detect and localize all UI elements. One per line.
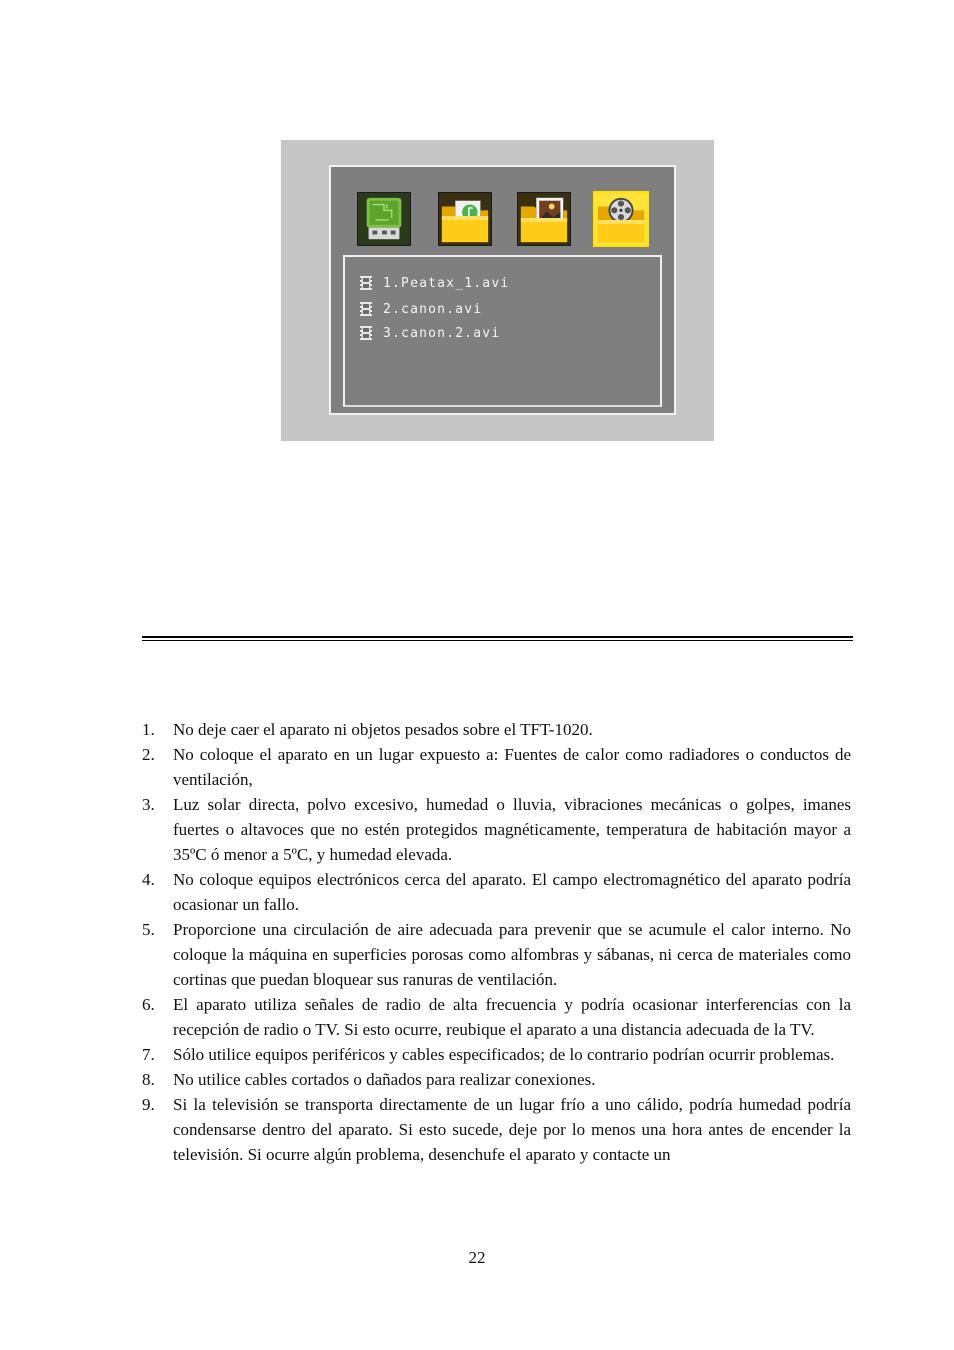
usb-drive-icon[interactable] — [357, 192, 411, 246]
film-icon — [359, 326, 373, 340]
section-divider — [142, 636, 853, 638]
list-item[interactable] — [359, 323, 500, 343]
photo-folder-icon[interactable] — [517, 192, 571, 246]
media-browser-screenshot — [281, 140, 714, 441]
section-divider — [142, 640, 853, 641]
list-item[interactable] — [359, 299, 482, 319]
file-name: 3.canon.2.avi — [383, 325, 501, 341]
list-item: 1. No deje caer el aparato ni objetos pesados sobre el TFT-1020. — [142, 720, 593, 739]
list-item: 2. No coloque el aparato en un lugar expuesto a: Fuentes de calor como radiadores o conductos de ventilación, — [142, 745, 851, 789]
film-icon — [359, 276, 373, 290]
list-item: 3. Luz solar directa, polvo excesivo, humedad o lluvia, vibraciones mecánicas o golpes, imanes fuertes o altavoces que no estén protegidos magnéticamente, temperatura de habitación mayor a 35ºC ó menor a 5ºC, y humedad elevada. — [142, 795, 851, 864]
list-item[interactable] — [359, 273, 509, 293]
file-name: 2.canon.avi — [383, 301, 483, 317]
list-item: 5. Proporcione una circulación de aire adecuada para prevenir que se acumule el calor interno. No coloque la máquina en superficies porosas como alfombras y sábanas, ni cerca de materiales como cortinas que puedan bloquear sus ranuras de ventilación. — [142, 920, 851, 989]
media-browser-panel — [329, 165, 676, 415]
music-folder-icon[interactable] — [438, 192, 492, 246]
list-item: 6. El aparato utiliza señales de radio de alta frecuencia y podría ocasionar interferencias con la recepción de radio o TV. Si esto ocurre, reubique el aparato a una distancia adecuada de la TV. — [142, 995, 851, 1039]
list-item: 8. No utilice cables cortados o dañados para realizar conexiones. — [142, 1070, 596, 1089]
file-list — [343, 255, 662, 407]
list-item: 7. Sólo utilice equipos periféricos y cables especificados; de lo contrario podrían ocurrir problemas. — [142, 1045, 835, 1064]
file-name: 1.Peatax_1.avi — [383, 275, 510, 291]
precautions-list — [142, 717, 851, 1167]
list-item: 4. No coloque equipos electrónicos cerca del aparato. El campo electromagnético del aparato podría ocasionar un fallo. — [142, 870, 851, 914]
film-icon — [359, 302, 373, 316]
movie-folder-icon[interactable] — [594, 192, 648, 246]
page-number: 22 — [468, 1248, 486, 1267]
list-item: 9. Si la televisión se transporta directamente de un lugar frío a uno cálido, podría humedad podría condensarse dentro del aparato. Si esto sucede, deje por lo menos una hora antes de encender la televisión. Si ocurre algún problema, desenchufe el aparato y contacte un — [142, 1095, 851, 1164]
